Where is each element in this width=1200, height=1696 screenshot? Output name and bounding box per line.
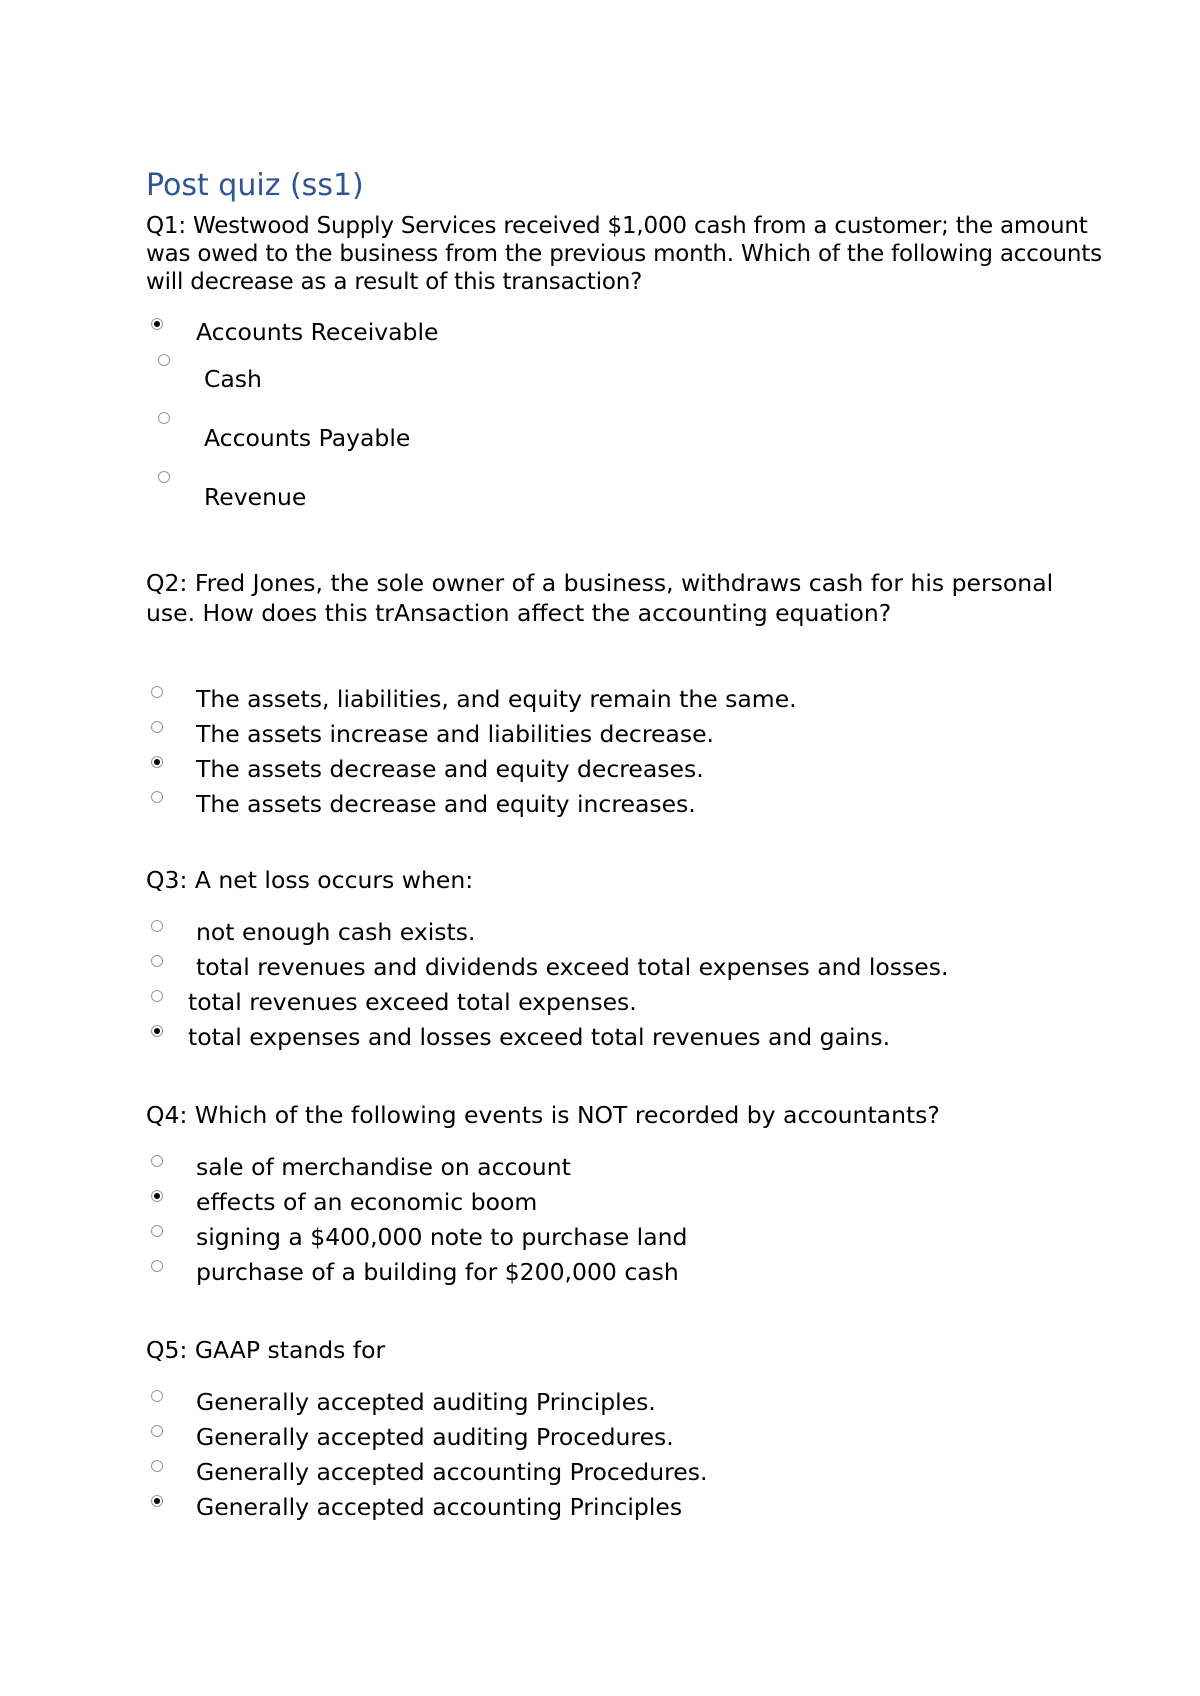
q4-option-4-radio[interactable] xyxy=(151,1260,163,1272)
q2-option-1-label: The assets, liabilities, and equity remain the same. xyxy=(196,685,797,713)
q4-option-3-label: signing a $400,000 note to purchase land xyxy=(196,1223,688,1251)
q5-option-3-radio[interactable] xyxy=(151,1460,163,1472)
q5-option-2-label: Generally accepted auditing Procedures. xyxy=(196,1423,674,1451)
q4-option-3-radio[interactable] xyxy=(151,1225,163,1237)
q3-option-3-label: total revenues exceed total expenses. xyxy=(188,988,637,1016)
q3-option-4-radio[interactable] xyxy=(151,1025,163,1037)
q3-option-3-radio[interactable] xyxy=(151,990,163,1002)
q2-option-3-radio[interactable] xyxy=(151,756,163,768)
question-1-text: Q1: Westwood Supply Services received $1,000 cash from a customer; the amount was owed to the business from the previous month. Which of the following accounts will decrease as a result of this transaction? xyxy=(146,213,1102,295)
q2-option-2-radio[interactable] xyxy=(151,721,163,733)
q1-option-2-label: Cash xyxy=(204,365,262,393)
q5-option-2-radio[interactable] xyxy=(151,1425,163,1437)
q5-option-3-label: Generally accepted accounting Procedures. xyxy=(196,1458,708,1486)
q2-option-4-label: The assets decrease and equity increases. xyxy=(196,790,696,818)
q4-option-2-radio[interactable] xyxy=(151,1190,163,1202)
q1-option-3-label: Accounts Payable xyxy=(204,424,411,452)
q5-option-4-label: Generally accepted accounting Principles xyxy=(196,1493,683,1521)
question-3-text: Q3: A net loss occurs when: xyxy=(146,866,474,894)
q2-option-2-label: The assets increase and liabilities decrease. xyxy=(196,720,714,748)
q1-option-3-radio[interactable] xyxy=(158,412,170,424)
q2-option-1-radio[interactable] xyxy=(151,686,163,698)
q5-option-1-label: Generally accepted auditing Principles. xyxy=(196,1388,656,1416)
q2-option-3-label: The assets decrease and equity decreases. xyxy=(196,755,704,783)
q4-option-2-label: effects of an economic boom xyxy=(196,1188,538,1216)
q1-option-2-radio[interactable] xyxy=(158,354,170,366)
q5-option-4-radio[interactable] xyxy=(151,1495,163,1507)
q4-option-4-label: purchase of a building for $200,000 cash xyxy=(196,1258,679,1286)
q4-option-1-radio[interactable] xyxy=(151,1155,163,1167)
q1-option-4-label: Revenue xyxy=(204,483,307,511)
q3-option-2-radio[interactable] xyxy=(151,955,163,967)
question-4-text: Q4: Which of the following events is NOT recorded by accountants? xyxy=(146,1101,940,1129)
question-2-text: Q2: Fred Jones, the sole owner of a business, withdraws cash for his personal use. How does this trAnsaction affect the accounting equation? xyxy=(146,569,1054,627)
q3-option-4-label: total expenses and losses exceed total revenues and gains. xyxy=(188,1023,891,1051)
q2-option-4-radio[interactable] xyxy=(151,791,163,803)
q1-option-1-radio[interactable] xyxy=(151,318,163,330)
page-title: Post quiz (ss1) xyxy=(146,168,364,203)
q5-option-1-radio[interactable] xyxy=(151,1390,163,1402)
q4-option-1-label: sale of merchandise on account xyxy=(196,1153,571,1181)
q1-option-1-label: Accounts Receivable xyxy=(196,318,439,346)
q3-option-1-label: not enough cash exists. xyxy=(196,918,476,946)
q1-option-4-radio[interactable] xyxy=(158,471,170,483)
question-5-text: Q5: GAAP stands for xyxy=(146,1336,386,1364)
q3-option-1-radio[interactable] xyxy=(151,920,163,932)
q3-option-2-label: total revenues and dividends exceed total expenses and losses. xyxy=(196,953,949,981)
